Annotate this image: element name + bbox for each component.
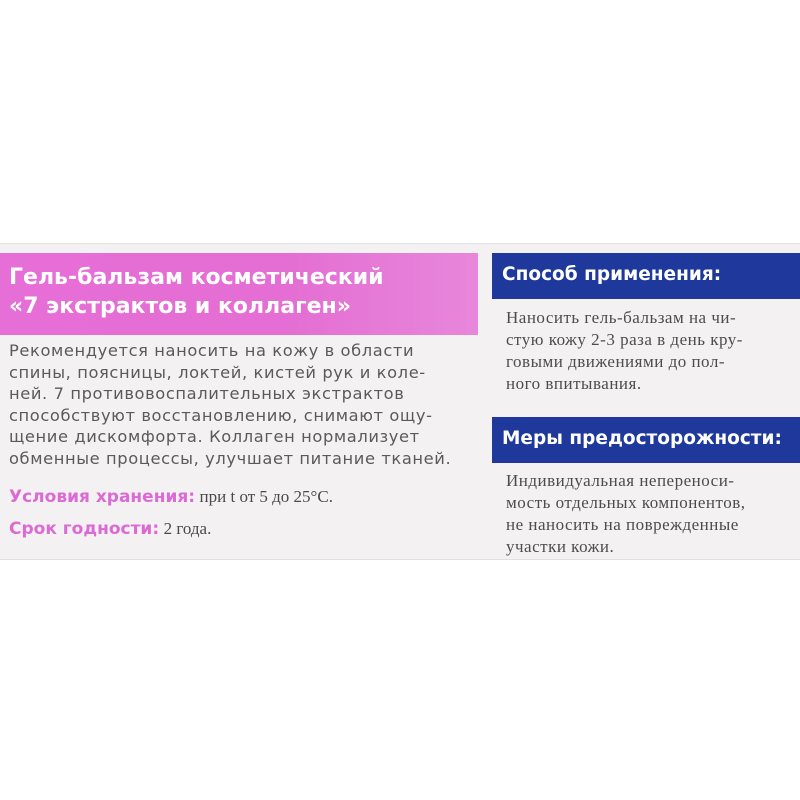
usage-instructions <box>506 307 743 395</box>
product-title-line-1: Гель-бальзам косметический <box>9 265 384 290</box>
shelf-life-value: 2 года. <box>163 519 212 538</box>
description-line-4: способствуют восстановлению, снимают ощу- <box>9 405 433 425</box>
usage-banner <box>492 253 800 299</box>
usage-line-1: Наносить гель-бальзам на чи- <box>506 308 737 327</box>
storage-conditions <box>9 487 333 507</box>
caution-line-3: не наносить на поврежденные <box>506 515 739 534</box>
product-title <box>9 263 384 321</box>
shelf-life <box>9 519 211 539</box>
description-line-6: обменные процессы, улучшает питание тканей. <box>9 448 452 468</box>
caution-line-2: мость отдельных компонентов, <box>506 493 746 512</box>
storage-label: Условия хранения: <box>9 487 196 507</box>
shelf-life-label: Срок годности: <box>9 519 160 539</box>
usage-line-3: говыми движениями до пол- <box>506 352 725 371</box>
caution-text <box>506 470 746 558</box>
product-description <box>9 340 469 469</box>
usage-line-4: ного впитывания. <box>506 374 642 393</box>
description-line-5: щение дискомфорта. Коллаген нормализует <box>9 427 420 446</box>
caution-title: Меры предосторожности: <box>502 428 782 449</box>
caution-line-4: участки кожи. <box>506 537 615 556</box>
usage-line-2: стую кожу 2-3 раза в день кру- <box>506 330 743 349</box>
usage-title: Способ применения: <box>502 264 722 285</box>
storage-value: при t от 5 до 25°С. <box>199 487 333 506</box>
product-title-banner <box>0 253 478 335</box>
product-title-line-2: «7 экстрактов и коллаген» <box>9 294 351 319</box>
description-line-2: спины, поясницы, локтей, кистей рук и коле- <box>9 362 426 382</box>
description-line-3: ней. 7 противовоспалительных экстрактов <box>9 384 405 403</box>
caution-banner <box>492 417 800 463</box>
caution-line-1: Индивидуальная непереноси- <box>506 471 735 490</box>
description-line-1: Рекомендуется наносить на кожу в области <box>9 341 415 360</box>
